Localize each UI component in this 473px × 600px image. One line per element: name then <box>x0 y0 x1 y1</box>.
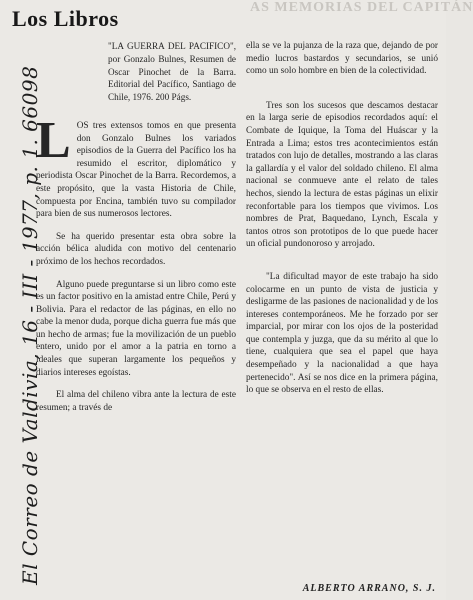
paragraph-text: OS tres extensos tomos en que presenta don Gonzalo Bulnes los variados episodios de la Guerra del Pacífico los ha resumido el escritor, diplomático y periodista Oscar Pinochet de la Barra. Recordemos, a este propósito, que la vasta Historia de Chile, compuesta por Encina, también tuvo su compilador para bien de sus numerosos lectores. <box>36 120 236 220</box>
left-column <box>36 40 236 424</box>
book-reference: "LA GUERRA DEL PACIFICO", por Gonzalo Bulnes, Resumen de Oscar Pinochet de la Barra. Editorial del Pacífico, Santiago de Chile, 1976. 200 Págs. <box>108 41 236 103</box>
bleed-through-text: AS MEMORIAS DEL CAPITÁN <box>250 0 473 15</box>
handwritten-annotation <box>0 0 42 600</box>
paragraph-intro <box>36 111 236 221</box>
right-column <box>246 40 438 407</box>
paragraph: Alguno puede preguntarse si un libro como este es un factor positivo en la amistad entre Chile, Perú y Bolivia. Para el redactor de las páginas, en ello no cabe la menor duda, porque dicha guerra fue más que un hecho de armas; fue la movilización de un pueblo entero, unido por el amor a la patria en torno a ideales que superan largamente los pequeños y diarios intereses egoístas. <box>36 279 236 378</box>
drop-cap: L <box>36 111 71 169</box>
paragraph: Se ha querido presentar esta obra sobre la acción bélica aludida con motivo del centenario próximo de los hechos recordados. <box>36 231 236 267</box>
paragraph-continued: ella se ve la pujanza de la raza que, dejando de por medio lucros bastardos y secundarios, se unió como un solo hombre en bien de la colectividad. <box>246 41 438 77</box>
paragraph-quote: "La dificultad mayor de este trabajo ha sido colocarme en un punto de vista de justicia y desligarme de las pasiones de nacionalidad y de los intereses contemporáneos. Me he forzado por ser imparcial, por mirar con los ojos de la posteridad que contempla y juzga, que da su mérito al que lo tiene, cualquiera que sea el papel que haya desempeñado y la nacionalidad a que haya pertenecido". Así se nos dice en la primera página, lo que se observa en el resto de ellas. <box>246 271 438 396</box>
section-heading: Los Libros <box>12 6 119 31</box>
handwritten-note: El Correo de Valdivia, 16 - III - 1977, p. 1. 66098 <box>18 65 42 585</box>
paragraph: Tres son los sucesos que descamos destacar en la larga serie de episodios recordados aquí: el Combate de Iquique, la Toma del Huáscar y la Entrada a Lima; estos tres acontecimientos están tratados con lujo de detalles, mostrando a las claras la gallardía y el valor del soldado chileno. El alma nacional se conmueve ante el relato de tales hechos, siendo la lectura de estas páginas un elixir reconfortable para los tiempos que vivimos. Los nombres de Prat, Baquedano, Lynch, Escala y tantos otros son prototipos de lo que puede hacer un oficial pundonoroso y arrojado. <box>246 100 438 250</box>
paragraph: El alma del chileno vibra ante la lectura de este resumen; a través de <box>36 390 236 413</box>
author-signature: ALBERTO ARRANO, S. J. <box>302 583 436 594</box>
